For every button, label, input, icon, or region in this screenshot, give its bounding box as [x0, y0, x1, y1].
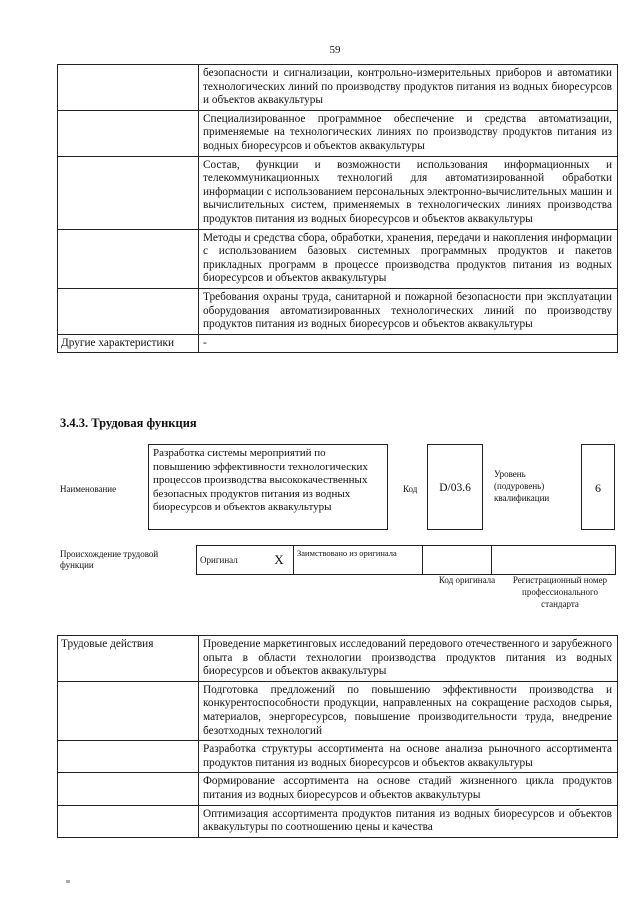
- original-code-cell: [423, 546, 492, 575]
- reg-number-cell: [492, 546, 616, 575]
- table-row: [58, 773, 618, 805]
- row-label: [58, 773, 199, 805]
- scan-artifact: [66, 880, 70, 883]
- row-label: [58, 681, 199, 740]
- origin-table: [196, 545, 616, 575]
- table-row: [58, 636, 618, 682]
- row-label: [58, 805, 199, 837]
- row-label: [58, 288, 199, 334]
- qualification-level-label: Уровень (подуровень) квалификации: [494, 469, 550, 503]
- row-label: [58, 741, 199, 773]
- code-label: Код: [403, 484, 418, 494]
- table-row: [58, 805, 618, 837]
- row-text: Оптимизация ассортимента продуктов питания из водных биоресурсов и объектов аквакультуры по соотношению цены и качества: [199, 805, 618, 837]
- function-code-box: D/03.6: [427, 444, 483, 530]
- row-label: Трудовые действия: [58, 636, 199, 682]
- row-label: [58, 229, 199, 288]
- original-label: Оригинал: [197, 546, 266, 575]
- table-row: [58, 229, 618, 288]
- table-row: [58, 741, 618, 773]
- row-label: [58, 110, 199, 156]
- row-text: Подготовка предложений по повышению эффективности производства и конкурентоспособности продукции, направленных на сокращение расходов сырья, материалов, энергоресурсов, повышение производительности труда, внедрение безотходных технологий: [199, 681, 618, 740]
- borrowed-label: Заимствовано из оригинала: [294, 546, 423, 575]
- row-text: Проведение маркетинговых исследований передового отечественного и зарубежного опыта в области технологии производства продуктов питания из водных биоресурсов и объектов аквакультуры: [199, 636, 618, 682]
- table-row: [58, 681, 618, 740]
- table-row: [58, 110, 618, 156]
- knowledge-table-continuation: [57, 64, 618, 353]
- row-text: Разработка структуры ассортимента на основе анализа рыночного ассортимента продуктов питания из водных биоресурсов и объектов аквакультуры: [199, 741, 618, 773]
- table-row: [58, 288, 618, 334]
- original-mark: X: [265, 546, 294, 575]
- row-text: Специализированное программное обеспечение и средства автоматизации, применяемые на технологических линиях по производству продуктов питания из водных биоресурсов и объектов аквакультуры: [199, 110, 618, 156]
- row-text: безопасности и сигнализации, контрольно-измерительных приборов и автоматики технологических линий по производству продуктов питания из водных биоресурсов и объектов аквакультуры: [199, 65, 618, 111]
- function-name-box: Разработка системы мероприятий по повышению эффективности технологических процессов производства высококачественных безопасных продуктов питания из водных биоресурсов и объектов аквакультуры: [148, 444, 388, 530]
- section-title: 3.4.3. Трудовая функция: [60, 416, 197, 430]
- row-text: Методы и средства сбора, обработки, хранения, передачи и накопления информации с использованием базовых системных программных продуктов и пакетов прикладных программ в процессе производства продуктов питания из водных биоресурсов и объектов аквакультуры: [199, 229, 618, 288]
- row-label: Другие характеристики: [58, 334, 199, 353]
- row-text: Требования охраны труда, санитарной и пожарной безопасности при эксплуатации оборудования автоматизированных технологических линий по производству продуктов питания из водных биоресурсов и объектов аквакультуры: [199, 288, 618, 334]
- origin-label: Происхождение трудовой функции: [60, 549, 159, 570]
- row-label: [58, 65, 199, 111]
- table-row: [58, 156, 618, 229]
- table-row: [58, 65, 618, 111]
- reg-number-caption: Регистрационный номер профессионального стандарта: [512, 575, 608, 609]
- row-label: [58, 156, 199, 229]
- qualification-level-box: 6: [581, 444, 615, 530]
- table-row: [197, 546, 616, 575]
- row-text: Состав, функции и возможности использования информационных и телекоммуникационных технологий для автоматизированной обработки информации с использованием персональных электронно-вычислительных машин и вычислительных систем, применяемых в технологических линиях производства продуктов питания из водных биоресурсов и объектов аквакультуры: [199, 156, 618, 229]
- page-number: 59: [329, 44, 341, 56]
- name-label: Наименование: [60, 484, 117, 494]
- code-original-caption: Код оригинала: [438, 575, 496, 585]
- table-row-other-characteristics: [58, 334, 618, 353]
- row-text: Формирование ассортимента на основе стадий жизненного цикла продуктов питания из водных биоресурсов и объектов аквакультуры: [199, 773, 618, 805]
- labor-actions-table: [57, 635, 618, 838]
- row-text: -: [199, 334, 618, 353]
